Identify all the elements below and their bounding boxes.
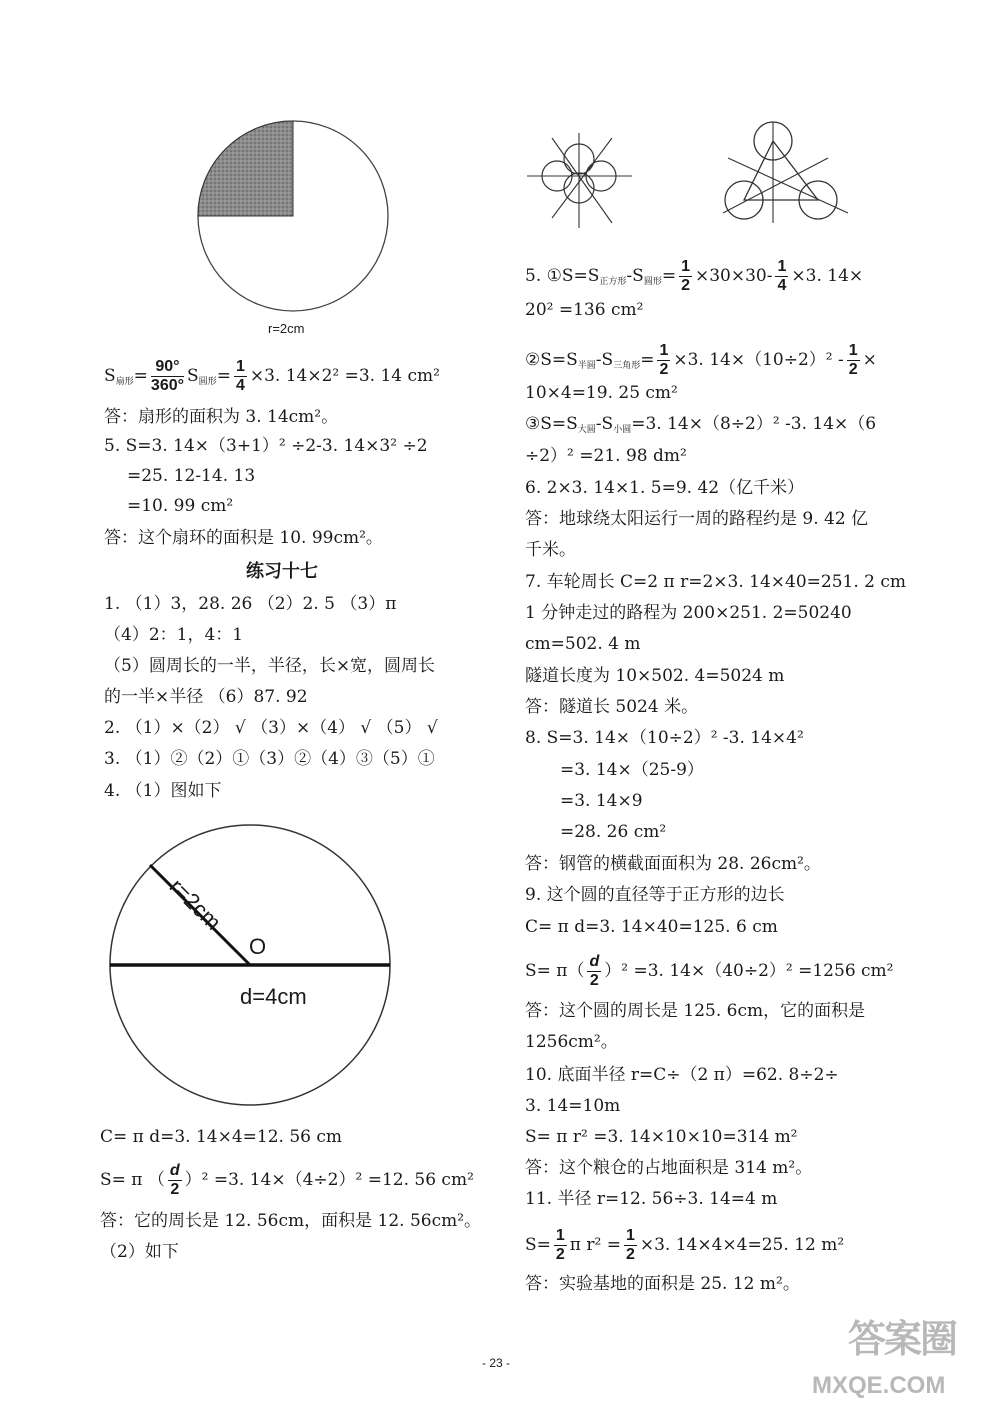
radius-label: r=2cm bbox=[164, 873, 227, 935]
circle-area-formula: S= π （ $\frac{d}{2}$ ）² =3. 14×（4÷2）² =12. 56 cm² bbox=[100, 1162, 474, 1198]
q9-answer-2: 1256cm²。 bbox=[525, 1032, 618, 1052]
flower-figure bbox=[522, 128, 642, 238]
ex1-line-4: 的一半×半径 （6）87. 92 bbox=[104, 687, 308, 707]
ex1-line-1: 1. （1）3，28. 26 （2）2. 5 （3）π bbox=[104, 594, 397, 614]
center-label: O bbox=[249, 934, 267, 959]
ex4-line: 4. （1）图如下 bbox=[104, 781, 222, 801]
sector-answer: 答：扇形的面积为 3. 14cm²。 bbox=[104, 407, 339, 427]
q11-answer: 答：实验基地的面积是 25. 12 m²。 bbox=[525, 1274, 800, 1294]
q5c-formula: $③S=S_{大圆}-S_{小圆}=3$. 14×（8÷2）² -3. 14×（6 bbox=[525, 414, 877, 435]
q10-line-3: S= π r² =3. 14×10×10=314 m² bbox=[525, 1127, 798, 1147]
q9-area-formula: S= π（ $\frac{d}{2}$ ）² =3. 14×（40÷2）² =1256 cm² bbox=[525, 953, 894, 989]
three-circles-figure bbox=[718, 118, 858, 238]
q9-line-2: C= π d=3. 14×40=125. 6 cm bbox=[525, 917, 778, 937]
q8-answer: 答：钢管的横截面面积为 28. 26cm²。 bbox=[525, 854, 821, 874]
q5b-line-2: 10×4=19. 25 cm² bbox=[525, 383, 678, 403]
q5-line-1: 5. S=3. 14×（3+1）² ÷2-3. 14×3² ÷2 bbox=[104, 436, 428, 456]
q7-line-3: cm=502. 4 m bbox=[525, 634, 641, 654]
q6-line-2: 答：地球绕太阳运行一周的路程约是 9. 42 亿 bbox=[525, 509, 869, 529]
q9-answer-1: 答：这个圆的周长是 125. 6cm，它的面积是 bbox=[525, 1001, 866, 1021]
q5b-formula: $②S=S_{半圆}-S_{三角形}=$ $\frac{1}{2}$ ×3. 14×（10÷2）² - $\frac{1}{2}$ × bbox=[525, 342, 877, 378]
q6-line-1: 6. 2×3. 14×1. 5=9. 42（亿千米） bbox=[525, 478, 805, 498]
q7-answer: 答：隧道长 5024 米。 bbox=[525, 697, 699, 717]
q5-answer: 答：这个扇环的面积是 10. 99cm²。 bbox=[104, 528, 383, 548]
part2-label: （2）如下 bbox=[100, 1242, 179, 1262]
q8-line-2: =3. 14×（25-9） bbox=[560, 760, 704, 780]
circle-answer: 答：它的周长是 12. 56cm，面积是 12. 56cm²。 bbox=[100, 1211, 482, 1231]
q10-line-1: 10. 底面半径 r=C÷（2 π）=62. 8÷2÷ bbox=[525, 1065, 839, 1085]
q7-line-2: 1 分钟走过的路程为 200×251. 2=50240 bbox=[525, 603, 852, 623]
ex1-line-2: （4）2：1，4：1 bbox=[104, 625, 244, 645]
ex1-line-3: （5）圆周长的一半，半径，长×宽，圆周长 bbox=[104, 656, 436, 676]
page-number: - 23 - bbox=[482, 1356, 511, 1370]
q5-line-2: =25. 12-14. 13 bbox=[127, 466, 256, 486]
sector-area-formula: $S_{扇形}=$ $\frac{90^\circ}{360^\circ}$ $S_{圆形}=$ $\frac{1}{4}$ ×3. 14×2² =3. 14 cm² bbox=[104, 358, 440, 394]
q5a-formula: 5. $①S=S_{正方形}-S_{圆形}=$ $\frac{1}{2}$ ×30×30- $\frac{1}{4}$ ×3. 14× bbox=[525, 258, 864, 294]
q9-line-1: 9. 这个圆的直径等于正方形的边长 bbox=[525, 885, 785, 905]
q11-line-1: 11. 半径 r=12. 56÷3. 14=4 m bbox=[525, 1189, 778, 1209]
watermark-logo: 答案圈 bbox=[848, 1319, 957, 1361]
q5c-line-2: ÷2）² =21. 98 dm² bbox=[525, 446, 687, 466]
diameter-label: d=4cm bbox=[240, 984, 307, 1009]
section-heading: 练习十七 bbox=[246, 561, 318, 582]
q5-line-3: =10. 99 cm² bbox=[127, 496, 234, 516]
q6-line-3: 千米。 bbox=[525, 540, 576, 560]
q10-answer: 答：这个粮仓的占地面积是 314 m²。 bbox=[525, 1158, 813, 1178]
q8-line-3: =3. 14×9 bbox=[560, 791, 643, 811]
circumference-line: C= π d=3. 14×4=12. 56 cm bbox=[100, 1127, 343, 1147]
q7-line-4: 隧道长度为 10×502. 4=5024 m bbox=[525, 666, 785, 686]
shaded-sector bbox=[198, 121, 293, 216]
watermark-site: MXQE.COM bbox=[812, 1372, 946, 1399]
ex2-line: 2. （1）×（2） √ （3）×（4） √ （5） √ bbox=[104, 718, 438, 738]
q10-line-2: 3. 14=10m bbox=[525, 1096, 621, 1116]
q7-line-1: 7. 车轮周长 C=2 π r=2×3. 14×40=251. 2 cm bbox=[525, 572, 906, 592]
q11-area-formula: S= $\frac{1}{2}$ π r² = $\frac{1}{2}$ ×3. 14×4×4=25. 12 m² bbox=[525, 1227, 845, 1263]
sector-radius-label: r=2cm bbox=[268, 321, 305, 336]
ex3-line: 3. （1）②（2）①（3）②（4）③（5）① bbox=[104, 749, 435, 769]
q8-line-4: =28. 26 cm² bbox=[560, 822, 667, 842]
q8-line-1: 8. S=3. 14×（10÷2）² -3. 14×4² bbox=[525, 728, 804, 748]
q5a-line-2: 20² =136 cm² bbox=[525, 300, 644, 320]
sector-figure bbox=[190, 118, 400, 318]
circle-figure bbox=[100, 815, 410, 1115]
